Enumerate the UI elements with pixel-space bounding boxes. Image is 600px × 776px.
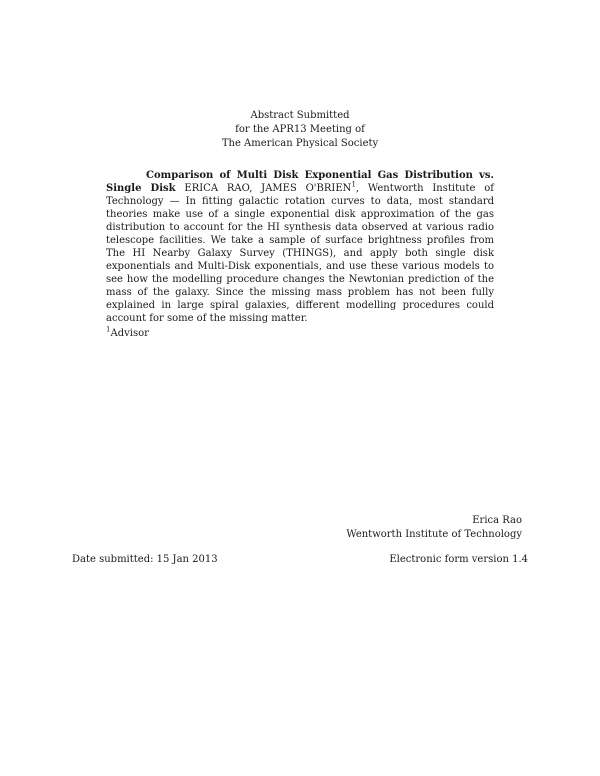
date-submitted: Date submitted: 15 Jan 2013 — [72, 554, 218, 565]
footnote-text: Advisor — [110, 328, 149, 339]
submitter-institution: Wentworth Institute of Technology — [346, 529, 522, 540]
header-line-society: The American Physical Society — [221, 138, 379, 149]
header-line-abstract-submitted: Abstract Submitted — [250, 110, 350, 121]
abstract-text: In fitting galactic rotation curves to data, most standard theories make use of a single exponential disk approximation of the gas distribution to account for the HI synthesis data observed at various radio telescope facilities. We take a sample of surface brightness profiles from The HI Nearby Galaxy Survey (THINGS), and apply both single disk exponentials and Multi-Disk exponentials, and use these various models to see how the modelling procedure changes the Newtonian prediction of the mass of the galaxy. Since the missing mass problem has not been fully explained in large spiral galaxies, different modelling procedures could account for some of the missing matter. — [106, 196, 494, 324]
abstract-authors: ERICA RAO, JAMES O'BRIEN — [184, 183, 352, 194]
header-line-meeting: for the APR13 Meeting of — [235, 124, 365, 135]
abstract-title: Comparison of Multi Disk Exponential Gas Distribution vs. Single Disk — [106, 170, 494, 194]
abstract-affiliation: , Wentworth Institute of Technology — — [106, 183, 494, 207]
form-version: Electronic form version 1.4 — [389, 554, 528, 565]
abstract-body — [106, 169, 494, 325]
abstract-paragraph — [106, 169, 494, 325]
submitter-block — [346, 514, 522, 542]
page-header — [0, 109, 600, 151]
author-footnote-mark: 1 — [351, 180, 356, 189]
footnote-mark: 1 — [106, 325, 111, 334]
footnote — [106, 327, 149, 340]
submitter-name: Erica Rao — [472, 515, 522, 526]
